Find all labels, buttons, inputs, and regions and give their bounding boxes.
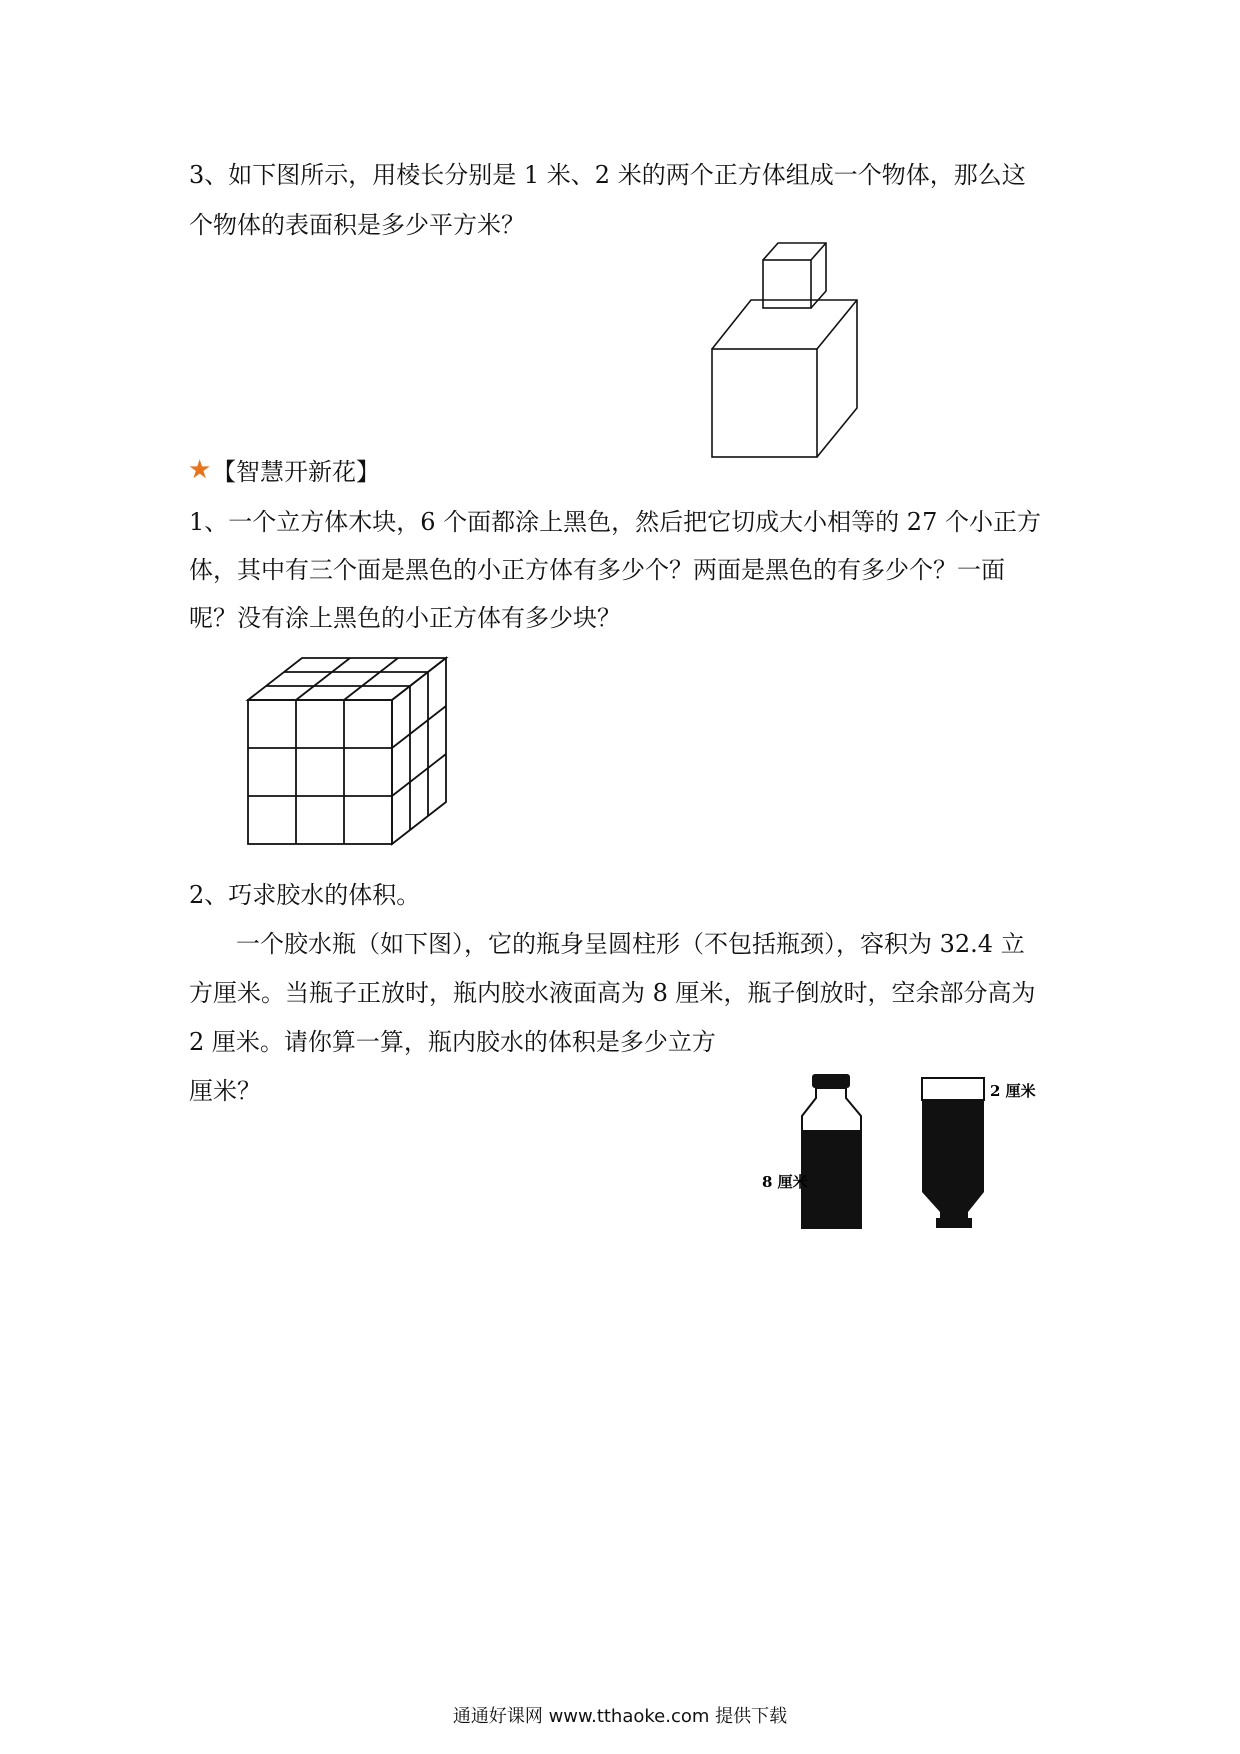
section-title: 【智慧开新花】: [212, 458, 380, 486]
q3-line-1: 3、如下图所示，用棱长分别是 1 米、2 米的两个正方体组成一个物体，那么这: [189, 161, 1026, 189]
p2-line-4: 厘米？: [189, 1077, 261, 1105]
inverted-bottle: [922, 1078, 984, 1228]
p2-line-3: 2 厘米。请你算一算，瓶内胶水的体积是多少立方: [189, 1028, 716, 1056]
star-icon: ★: [188, 455, 212, 485]
p2-line-2: 方厘米。当瓶子正放时，瓶内胶水液面高为 8 厘米，瓶子倒放时，空余部分高为: [189, 979, 1036, 1007]
p1-line-1: 1、一个立方体木块，6 个面都涂上黑色，然后把它切成大小相等的 27 个小正方: [189, 508, 1041, 536]
label-8cm: 8 厘米: [762, 1173, 808, 1191]
p2-title: 2、巧求胶水的体积。: [189, 881, 421, 909]
upright-bottle: [802, 1074, 861, 1228]
rubik-cube-figure: [245, 655, 460, 855]
p2-line-1: 一个胶水瓶（如下图），它的瓶身呈圆柱形（不包括瓶颈），容积为 32.4 立: [236, 930, 1025, 958]
p1-line-3: 呢？没有涂上黑色的小正方体有多少块？: [189, 604, 621, 632]
p1-line-2: 体，其中有三个面是黑色的小正方体有多少个？两面是黑色的有多少个？一面: [189, 556, 1005, 584]
q3-line-2: 个物体的表面积是多少平方米？: [189, 211, 525, 239]
footer-text: 通通好课网 www.tthaoke.com 提供下载: [452, 1706, 788, 1727]
label-2cm: 2 厘米: [990, 1082, 1036, 1100]
stacked-cubes-figure: [700, 238, 870, 463]
glue-bottles-figure: [760, 1072, 1060, 1234]
